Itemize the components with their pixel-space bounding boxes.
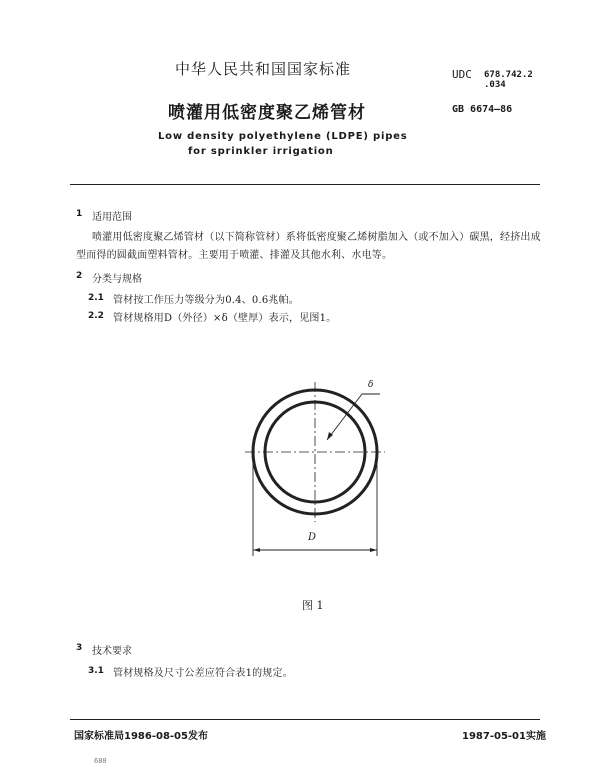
page-number: 680 [94,757,107,765]
section-1-body-line1: 喷灌用低密度聚乙烯管材（以下简称管材）系将低密度聚乙烯树脂加入（或不加入）碳黑，经挤出成 [92,232,541,243]
clause-3-1-number: 3.1 [88,666,104,676]
clause-2-1-text: 管材按工作压力等级分为0.4、0.6兆帕。 [113,295,300,306]
wall-thickness-leader [327,394,362,440]
clause-2-1-number: 2.1 [88,293,104,303]
issuing-authority: 中华人民共和国国家标准 [175,60,352,78]
section-2-number: 2 [76,271,83,281]
english-title-line1: Low density polyethylene (LDPE) pipes [158,131,408,142]
document-title: 喷灌用低密度聚乙烯管材 [168,103,366,123]
udc-label: UDC [452,68,472,81]
section-2-title: 分类与规格 [92,274,142,285]
section-1-number: 1 [76,209,83,219]
section-3-title: 技术要求 [92,646,132,657]
outer-diameter-label: D [308,532,317,543]
english-title-line2: for sprinkler irrigation [188,146,334,157]
clause-2-2-number: 2.2 [88,311,104,321]
clause-3-1-text: 管材规格及尺寸公差应符合表1的规定。 [113,668,293,679]
clause-2-2-text: 管材规格用D（外径）×δ（壁厚）表示，见图1。 [113,313,337,324]
wall-thickness-label: δ [368,380,374,390]
issue-date: 国家标准局1986-08-05发布 [74,731,208,742]
gb-standard-number: GB 6674—86 [452,104,513,115]
dimension-arrow-left [253,548,260,552]
dimension-arrow-right [370,548,377,552]
section-3-number: 3 [76,643,83,653]
udc-code-line1: 678.742.2 [484,70,533,80]
udc-code-line2: .034 [484,80,506,90]
header-divider [70,184,540,185]
section-1-body-line2: 型而得的圆截面塑料管材。主要用于喷灌、排灌及其他水利、水电等。 [76,250,393,261]
figure-graphics [245,382,385,556]
footer-divider [70,719,540,720]
figure-caption: 图 1 [302,599,324,612]
effective-date: 1987-05-01实施 [462,731,546,742]
section-1-title: 适用范围 [92,212,132,223]
